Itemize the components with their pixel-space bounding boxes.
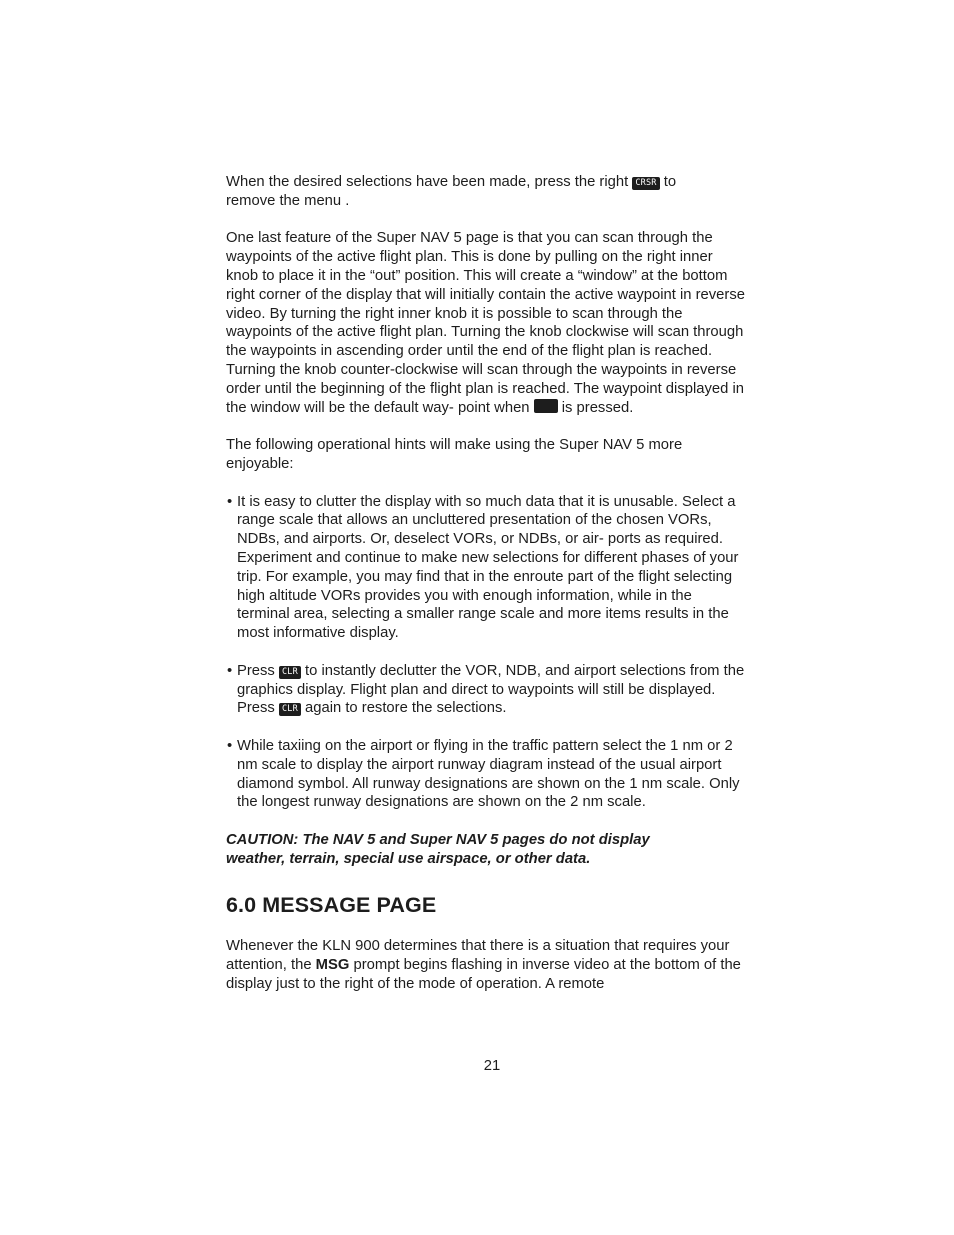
bullet-icon: • [227, 737, 233, 754]
bullet-item-clutter [226, 493, 746, 643]
msg-prompt-label: MSG [315, 957, 350, 974]
bullet-text: While taxiing on the airport or flying in the traffic pattern select the 1 nm or 2 nm scale to display the airport runway diagram instead of the usual airport diamond symbol. All runway designations are shown on the 1 nm scale. Only the longest runway designations are shown on the 2 nm scale. [237, 737, 740, 811]
paragraph-operational-hints [226, 436, 746, 474]
paragraph-text: is pressed. [557, 399, 634, 416]
clr-key-icon: CLR [279, 666, 301, 679]
paragraph-text: point when [457, 399, 534, 416]
bullet-icon: • [227, 662, 233, 679]
paragraph-text: to [659, 174, 677, 190]
bullet-text: again to restore the selections. [300, 700, 507, 717]
caution-line: CAUTION: The NAV 5 and Super NAV 5 pages do not display [226, 831, 650, 848]
paragraph-text: remove the menu . [226, 192, 350, 209]
bullet-item-declutter [226, 662, 746, 718]
clr-key-icon: CLR [279, 703, 301, 716]
caution-note [226, 831, 746, 869]
page-number: 21 [483, 1058, 501, 1074]
paragraph-message-page [226, 937, 746, 993]
crsr-key-icon: CRSR [632, 177, 659, 190]
bullet-text: It is easy to clutter the display with so much data that it is unusable. Select a range scale that allows an uncluttered presentation of the chosen VORs, NDBs, and airports. Or, deselect VORs, or NDBs, or air- ports as required. Experiment and continue to make new selections for different phases of your trip. For example, you may find that in the enroute part of the flight selecting high altitude VORs provides you with enough information, while in the terminal area, selecting a smaller range scale and more items results in the most informative display. [237, 493, 739, 642]
paragraph-text: The following operational hints will make using the Super NAV 5 more enjoyable: [226, 437, 683, 472]
paragraph-scan-waypoints [226, 229, 746, 417]
bullet-text: Press [237, 662, 279, 679]
page-content [226, 173, 746, 994]
paragraph-text: One last feature of the Super NAV 5 page is that you can scan through the waypoints of the active flight plan. This is done by pulling on the right inner knob to place it in the “out” position. This will create a “window” at the bottom right corner of the display that will initially contain the active waypoint in reverse video. By turning the right inner knob it is possible to scan through the waypoints of the active flight plan. Turning the knob clockwise will scan through the waypoints in ascending order until the end of the flight plan is reached. Turning the knob counter-clockwise will scan through the waypoints in reverse order until the beginning of the flight plan is reached. The waypoint displayed in the window will be the default way- [226, 230, 745, 416]
bullet-icon: • [227, 493, 233, 510]
bullet-text: to instantly declutter the VOR, NDB, and airport selections from the graphics display. Flight plan and direct to waypoints will still be displayed. Press [237, 662, 745, 717]
paragraph-text: When the desired selections have been made, press the right [226, 174, 633, 190]
paragraph-text: prompt begins flashing in inverse video at the bottom of the display just to the right of the mode of operation. A remote [226, 957, 741, 993]
section-heading: 6.0 MESSAGE PAGE [226, 893, 437, 918]
enter-key-icon [534, 399, 558, 413]
paragraph-remove-menu [226, 173, 746, 211]
paragraph-text: Whenever the KLN 900 determines that there is a situation that requires your attention, the [226, 938, 730, 974]
caution-line: weather, terrain, special use airspace, or other data. [226, 850, 591, 867]
bullet-item-runway-diagram [226, 737, 746, 812]
